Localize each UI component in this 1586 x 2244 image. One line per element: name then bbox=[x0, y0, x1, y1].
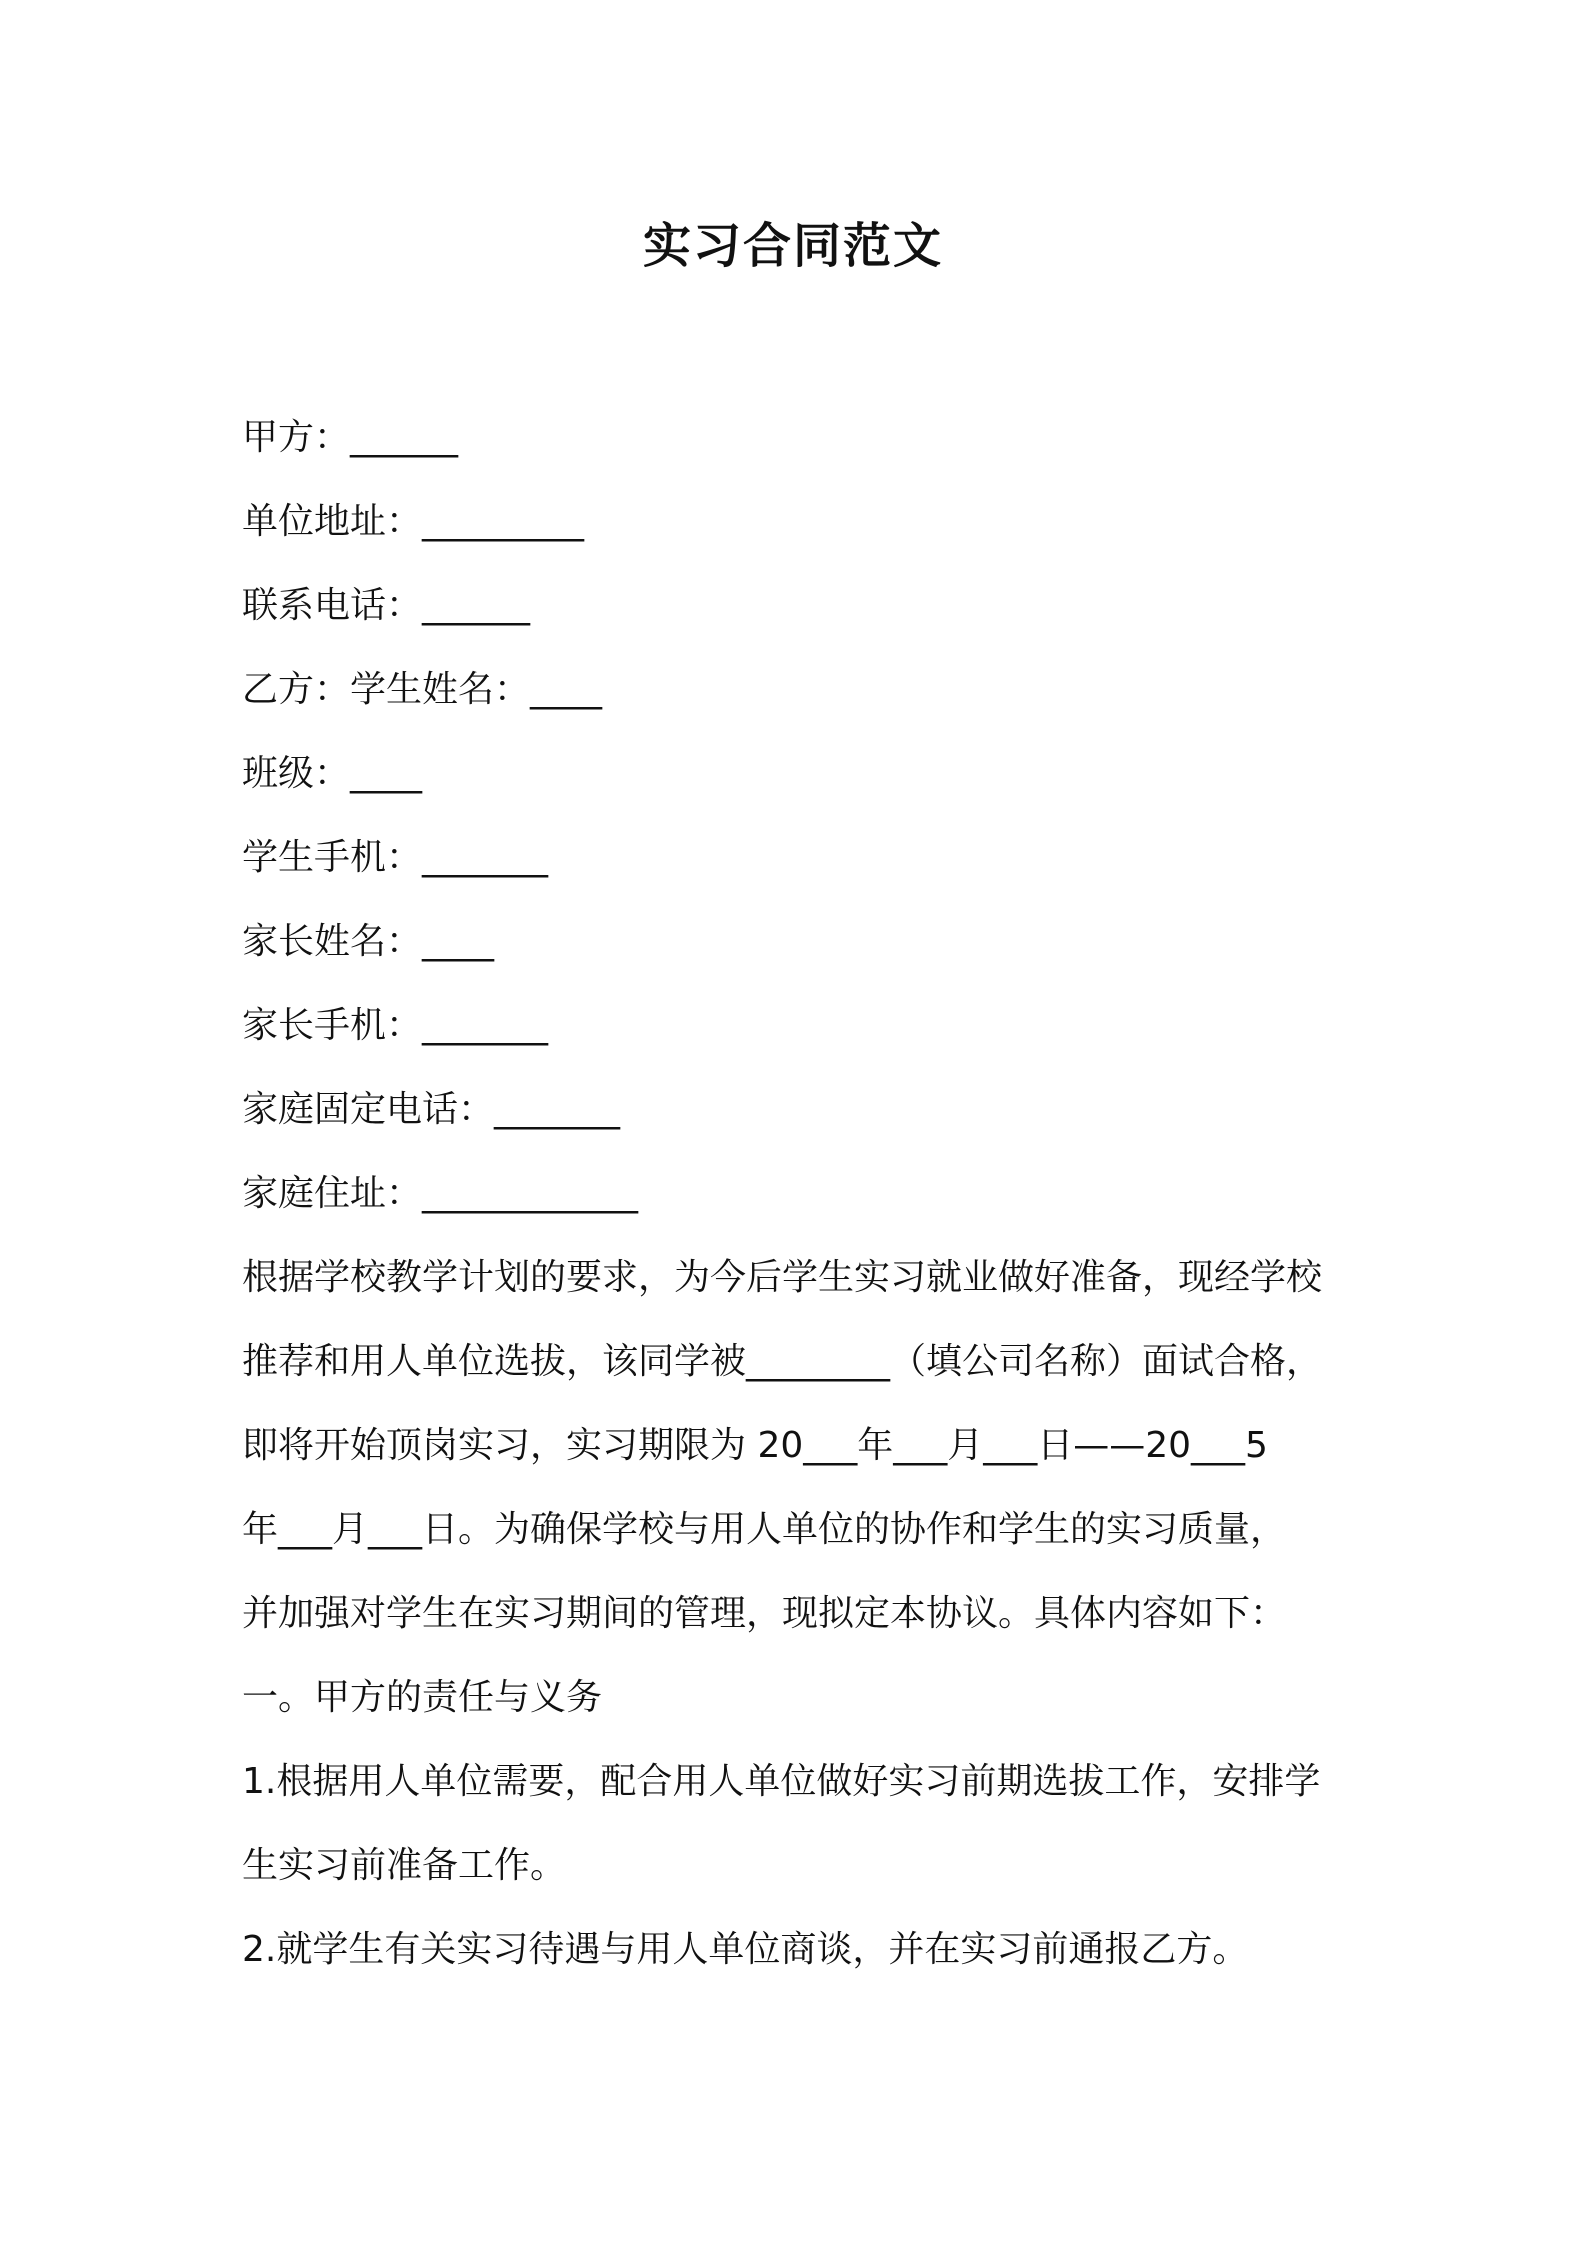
field-contact-phone: 联系电话：______ bbox=[242, 585, 531, 626]
intro-line: 根据学校教学计划的要求，为今后学生实习就业做好准备，现经学校 bbox=[242, 1257, 1323, 1298]
section-heading: 一。甲方的责任与义务 bbox=[242, 1677, 603, 1718]
field-student-mobile: 学生手机：_______ bbox=[242, 837, 549, 878]
field-parent-name: 家长姓名：____ bbox=[242, 921, 495, 962]
list-item: 生实习前准备工作。 bbox=[242, 1845, 567, 1886]
list-item: 2.就学生有关实习待遇与用人单位商谈，并在实习前通报乙方。 bbox=[242, 1929, 1249, 1970]
field-class: 班级：____ bbox=[242, 753, 423, 794]
intro-line: 即将开始顶岗实习，实习期限为 20___年___月___日——20___5 bbox=[242, 1425, 1268, 1466]
obligations-list bbox=[242, 1752, 1382, 2004]
field-home-landline: 家庭固定电话：_______ bbox=[242, 1089, 621, 1130]
list-item: 1.根据用人单位需要，配合用人单位做好实习前期选拔工作，安排学 bbox=[242, 1761, 1321, 1802]
field-party-a: 甲方：______ bbox=[242, 417, 459, 458]
intro-line: 并加强对学生在实习期间的管理，现拟定本协议。具体内容如下： bbox=[242, 1593, 1287, 1634]
field-student-name: 乙方：学生姓名：____ bbox=[242, 669, 603, 710]
intro-line: 推荐和用人单位选拔，该同学被________（填公司名称）面试合格， bbox=[242, 1341, 1323, 1382]
field-home-address: 家庭住址：____________ bbox=[242, 1173, 639, 1214]
field-company-address: 单位地址：_________ bbox=[242, 501, 585, 542]
document-title: 实习合同范文 bbox=[642, 218, 943, 274]
intro-line: 年___月___日。为确保学校与用人单位的协作和学生的实习质量， bbox=[242, 1509, 1287, 1550]
document-body bbox=[242, 408, 1382, 2004]
intro-paragraph bbox=[242, 1248, 1382, 1668]
field-parent-mobile: 家长手机：_______ bbox=[242, 1005, 549, 1046]
